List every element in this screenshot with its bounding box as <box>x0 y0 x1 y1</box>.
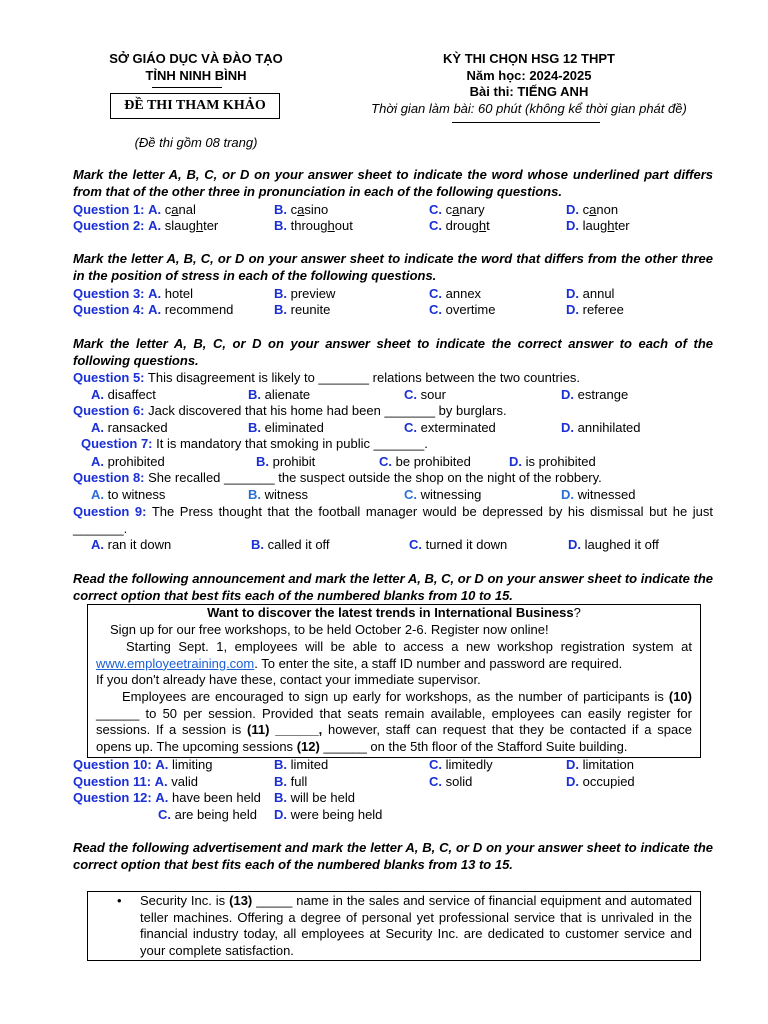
exam-title: KỲ THI CHỌN HSG 12 THPT <box>443 51 615 66</box>
section4-instruction: Read the following announcement and mark the letter A, B, C, or D on your answer sheet to indicate the correct option that best fits each of the numbered blanks from 10 to 15. <box>73 571 713 603</box>
bullet-icon: • <box>117 893 122 908</box>
question-11: Question 11: A. valid B. full C. solid D. occupied <box>73 774 635 789</box>
question-12: Question 12: A. have been held B. will be held <box>73 790 355 805</box>
time-limit: Thời gian làm bài: 60 phút (không kể thời gian phát đề) <box>371 101 687 116</box>
question-9-options: A. ran it down B. called it off C. turned it down D. laughed it off <box>91 537 659 552</box>
header-rule-left <box>152 87 222 88</box>
question-6-options: A. ransacked B. eliminated C. exterminated D. annihilated <box>91 420 641 435</box>
section3-instruction: Mark the letter A, B, C, or D on your answer sheet to indicate the correct answer to each of the following questions. <box>73 336 713 368</box>
section2-instruction: Mark the letter A, B, C, or D on your answer sheet to indicate the word that differs from the other three in the position of stress in each of the following questions. <box>73 251 713 283</box>
question-12-options-row2: C. are being held D. were being held <box>158 807 383 822</box>
question-4: Question 4: A. recommend B. reunite C. overtime D. referee <box>73 302 624 317</box>
question-8-options: A. to witness B. witness C. witnessing D. witnessed <box>91 487 636 502</box>
announcement-title: Want to discover the latest trends in International Business? <box>207 605 581 620</box>
question-10: Question 10: A. limiting B. limited C. limitedly D. limitation <box>73 757 634 772</box>
advertisement-text: Security Inc. is (13) _____ name in the sales and service of financial equipment and automated teller machines. Offering a degree of personal yet professional service that is unrivaled in the financial industry today, all employees at Security Inc. are dedicated to customer service and your complete satisfaction. <box>140 893 692 958</box>
question-9: Question 9: The Press thought that the football manager would be depressed by his dismissal but he just _______. <box>73 504 713 536</box>
dept-name: SỞ GIÁO DỤC VÀ ĐÀO TẠO <box>109 51 283 66</box>
question-5: Question 5: This disagreement is likely to _______ relations between the two countries. <box>73 370 581 385</box>
announcement-p4: Employees are encouraged to sign up early for workshops, as the number of participants is (10) ______ to 50 per session. Provided that seats remain available, employees can easily register for sessions. If a session is (11) ______, however, staff can request that they be contacted if a space opens up. The upcoming sessions (12) ______ on the 5th floor of the Stafford Suite building. <box>96 689 692 754</box>
section5-instruction: Read the following advertisement and mark the letter A, B, C, or D on your answer sheet to indicate the correct option that best fits each of the numbered blanks from 13 to 15. <box>73 840 713 872</box>
exam-type-box: ĐỀ THI THAM KHẢO <box>110 93 280 119</box>
announcement-p3: If you don't already have these, contact your immediate supervisor. <box>96 672 481 687</box>
question-6: Question 6: Jack discovered that his home had been _______ by burglars. <box>73 403 507 418</box>
question-7-options: A. prohibited B. prohibit C. be prohibited D. is prohibited <box>91 454 596 469</box>
q1-label: Question 1: <box>73 202 145 217</box>
question-1: Question 1: A. canal B. casino C. canary D. canon <box>73 202 619 217</box>
announcement-p2: Starting Sept. 1, employees will be able to access a new workshop registration system at www.employeetraining.com. To enter the site, a staff ID number and password are required. <box>96 639 692 671</box>
page-count: (Đề thi gồm 08 trang) <box>134 135 258 150</box>
advertisement-box <box>87 891 701 961</box>
question-7: Question 7: It is mandatory that smoking in public _______. <box>81 436 428 451</box>
section1-instruction: Mark the letter A, B, C, or D on your answer sheet to indicate the word whose underlined part differs from that of the other three in pronunciation in each of the following questions. <box>73 167 713 199</box>
subject: Bài thi: TIẾNG ANH <box>469 84 589 99</box>
question-5-options: A. disaffect B. alienate C. sour D. estrange <box>91 387 629 402</box>
question-2: Question 2: A. slaughter B. throughout C. drought D. laughter <box>73 218 630 233</box>
question-8: Question 8: She recalled _______ the suspect outside the shop on the night of the robbery. <box>73 470 602 485</box>
announcement-p1: Sign up for our free workshops, to be held October 2-6. Register now online! <box>110 622 549 637</box>
header-rule-right <box>452 122 600 123</box>
province-name: TỈNH NINH BÌNH <box>145 68 247 83</box>
announcement-box <box>87 604 701 758</box>
question-3: Question 3: A. hotel B. preview C. annex D. annul <box>73 286 615 301</box>
school-year: Năm học: 2024-2025 <box>466 68 592 83</box>
registration-link[interactable]: www.employeetraining.com <box>96 655 255 671</box>
